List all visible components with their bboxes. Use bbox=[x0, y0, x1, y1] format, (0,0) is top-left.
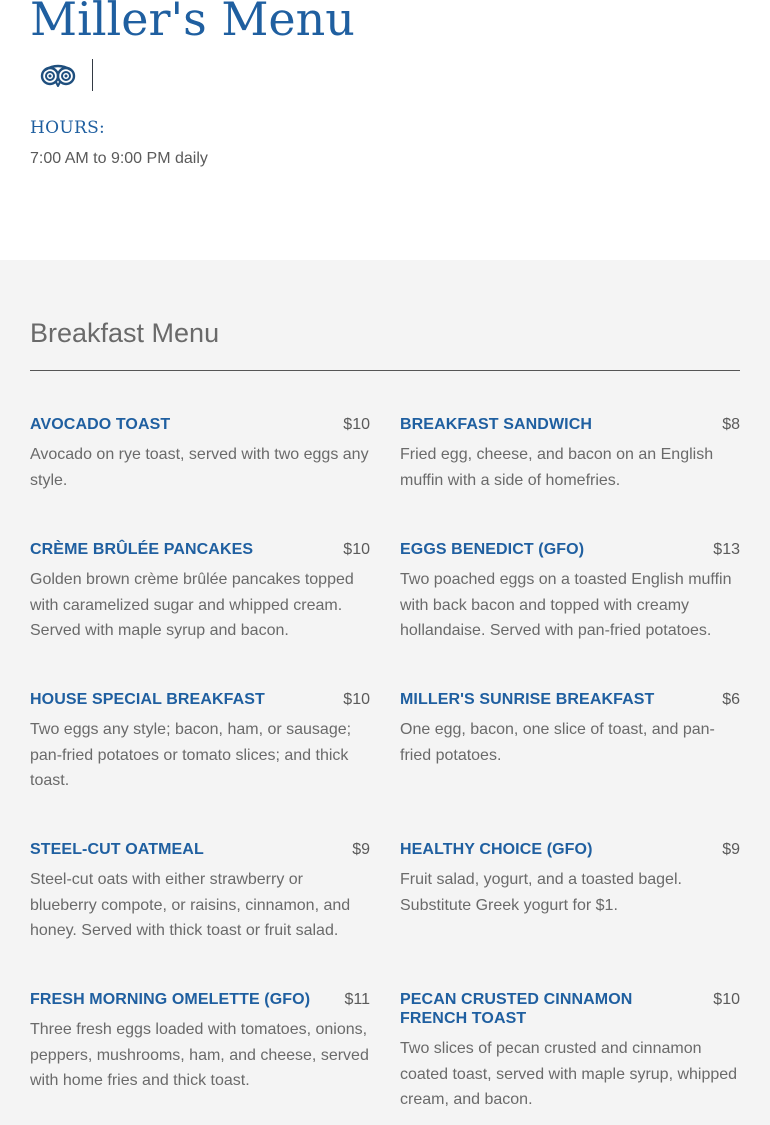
menu-item-description: One egg, bacon, one slice of toast, and pan-fried potatoes. bbox=[400, 721, 715, 764]
menu-item-description: Avocado on rye toast, served with two eggs any style. bbox=[30, 446, 369, 489]
menu-item-name: AVOCADO TOAST bbox=[30, 416, 171, 433]
menu-item-name: PECAN CRUSTED CINNAMON FRENCH TOAST bbox=[400, 991, 633, 1027]
hours-label: HOURS: bbox=[30, 118, 106, 138]
social-divider bbox=[92, 59, 93, 91]
menu-item-eggs-benedict bbox=[400, 540, 740, 644]
menu-item-price: $13 bbox=[713, 541, 740, 558]
menu-item-description: Fried egg, cheese, and bacon on an English muffin with a side of homefries. bbox=[400, 446, 714, 489]
menu-item-pecan-crusted-french-toast bbox=[400, 990, 740, 1113]
menu-item-price: $6 bbox=[722, 691, 740, 708]
social-links bbox=[36, 58, 93, 92]
menu-item-description: Two slices of pecan crusted and cinnamon coated toast, served with maple syrup, whipped cream, and bacon. bbox=[400, 1040, 738, 1108]
menu-item-price: $10 bbox=[713, 991, 740, 1008]
menu-item-description: Two eggs any style; bacon, ham, or sausage; pan-fried potatoes or tomato slices; and thick toast. bbox=[30, 721, 352, 789]
menu-item-name: HOUSE SPECIAL BREAKFAST bbox=[30, 691, 265, 708]
menu-item-price: $9 bbox=[722, 841, 740, 858]
menu-item-description: Two poached eggs on a toasted English muffin with back bacon and topped with creamy hollandaise. Served with pan-fried potatoes. bbox=[400, 571, 732, 639]
header-section bbox=[0, 0, 770, 260]
menu-item-name: STEEL-CUT OATMEAL bbox=[30, 841, 204, 858]
menu-item-name: HEALTHY CHOICE (GFO) bbox=[400, 841, 593, 858]
menu-item-price: $11 bbox=[344, 991, 370, 1008]
menu-item-steel-cut-oatmeal bbox=[30, 840, 370, 944]
tripadvisor-icon[interactable] bbox=[36, 59, 80, 91]
menu-item-price: $10 bbox=[343, 691, 370, 708]
menu-item-fresh-morning-omelette bbox=[30, 990, 370, 1094]
menu-item-millers-sunrise-breakfast bbox=[400, 690, 740, 768]
menu-item-avocado-toast bbox=[30, 415, 370, 493]
menu-item-creme-brulee-pancakes bbox=[30, 540, 370, 644]
menu-item-name: MILLER'S SUNRISE BREAKFAST bbox=[400, 691, 655, 708]
menu-item-name: EGGS BENEDICT (GFO) bbox=[400, 541, 585, 558]
menu-item-healthy-choice bbox=[400, 840, 740, 918]
page-title: Miller's Menu bbox=[30, 0, 355, 46]
menu-item-description: Steel-cut oats with either strawberry or blueberry compote, or raisins, cinnamon, and honey. Served with thick toast or fruit salad. bbox=[30, 871, 351, 939]
menu-item-price: $10 bbox=[343, 416, 370, 433]
menu-item-name: FRESH MORNING OMELETTE (GFO) bbox=[30, 991, 311, 1008]
menu-item-description: Fruit salad, yogurt, and a toasted bagel. Substitute Greek yogurt for $1. bbox=[400, 871, 682, 914]
hours-text: 7:00 AM to 9:00 PM daily bbox=[30, 150, 208, 167]
menu-item-description: Three fresh eggs loaded with tomatoes, onions, peppers, mushrooms, ham, and cheese, served with home fries and thick toast. bbox=[30, 1021, 369, 1089]
menu-item-breakfast-sandwich bbox=[400, 415, 740, 493]
menu-item-name: CRÈME BRÛLÉE PANCAKES bbox=[30, 541, 254, 558]
menu-item-price: $10 bbox=[343, 541, 370, 558]
menu-item-house-special-breakfast bbox=[30, 690, 370, 794]
menu-item-description: Golden brown crème brûlée pancakes topped with caramelized sugar and whipped cream. Served with maple syrup and bacon. bbox=[30, 571, 354, 639]
breakfast-menu-section bbox=[0, 260, 770, 1125]
menu-item-price: $8 bbox=[722, 416, 740, 433]
menu-heading: Breakfast Menu bbox=[30, 318, 220, 348]
menu-item-name: BREAKFAST SANDWICH bbox=[400, 416, 593, 433]
menu-divider bbox=[30, 370, 740, 371]
menu-item-price: $9 bbox=[352, 841, 370, 858]
